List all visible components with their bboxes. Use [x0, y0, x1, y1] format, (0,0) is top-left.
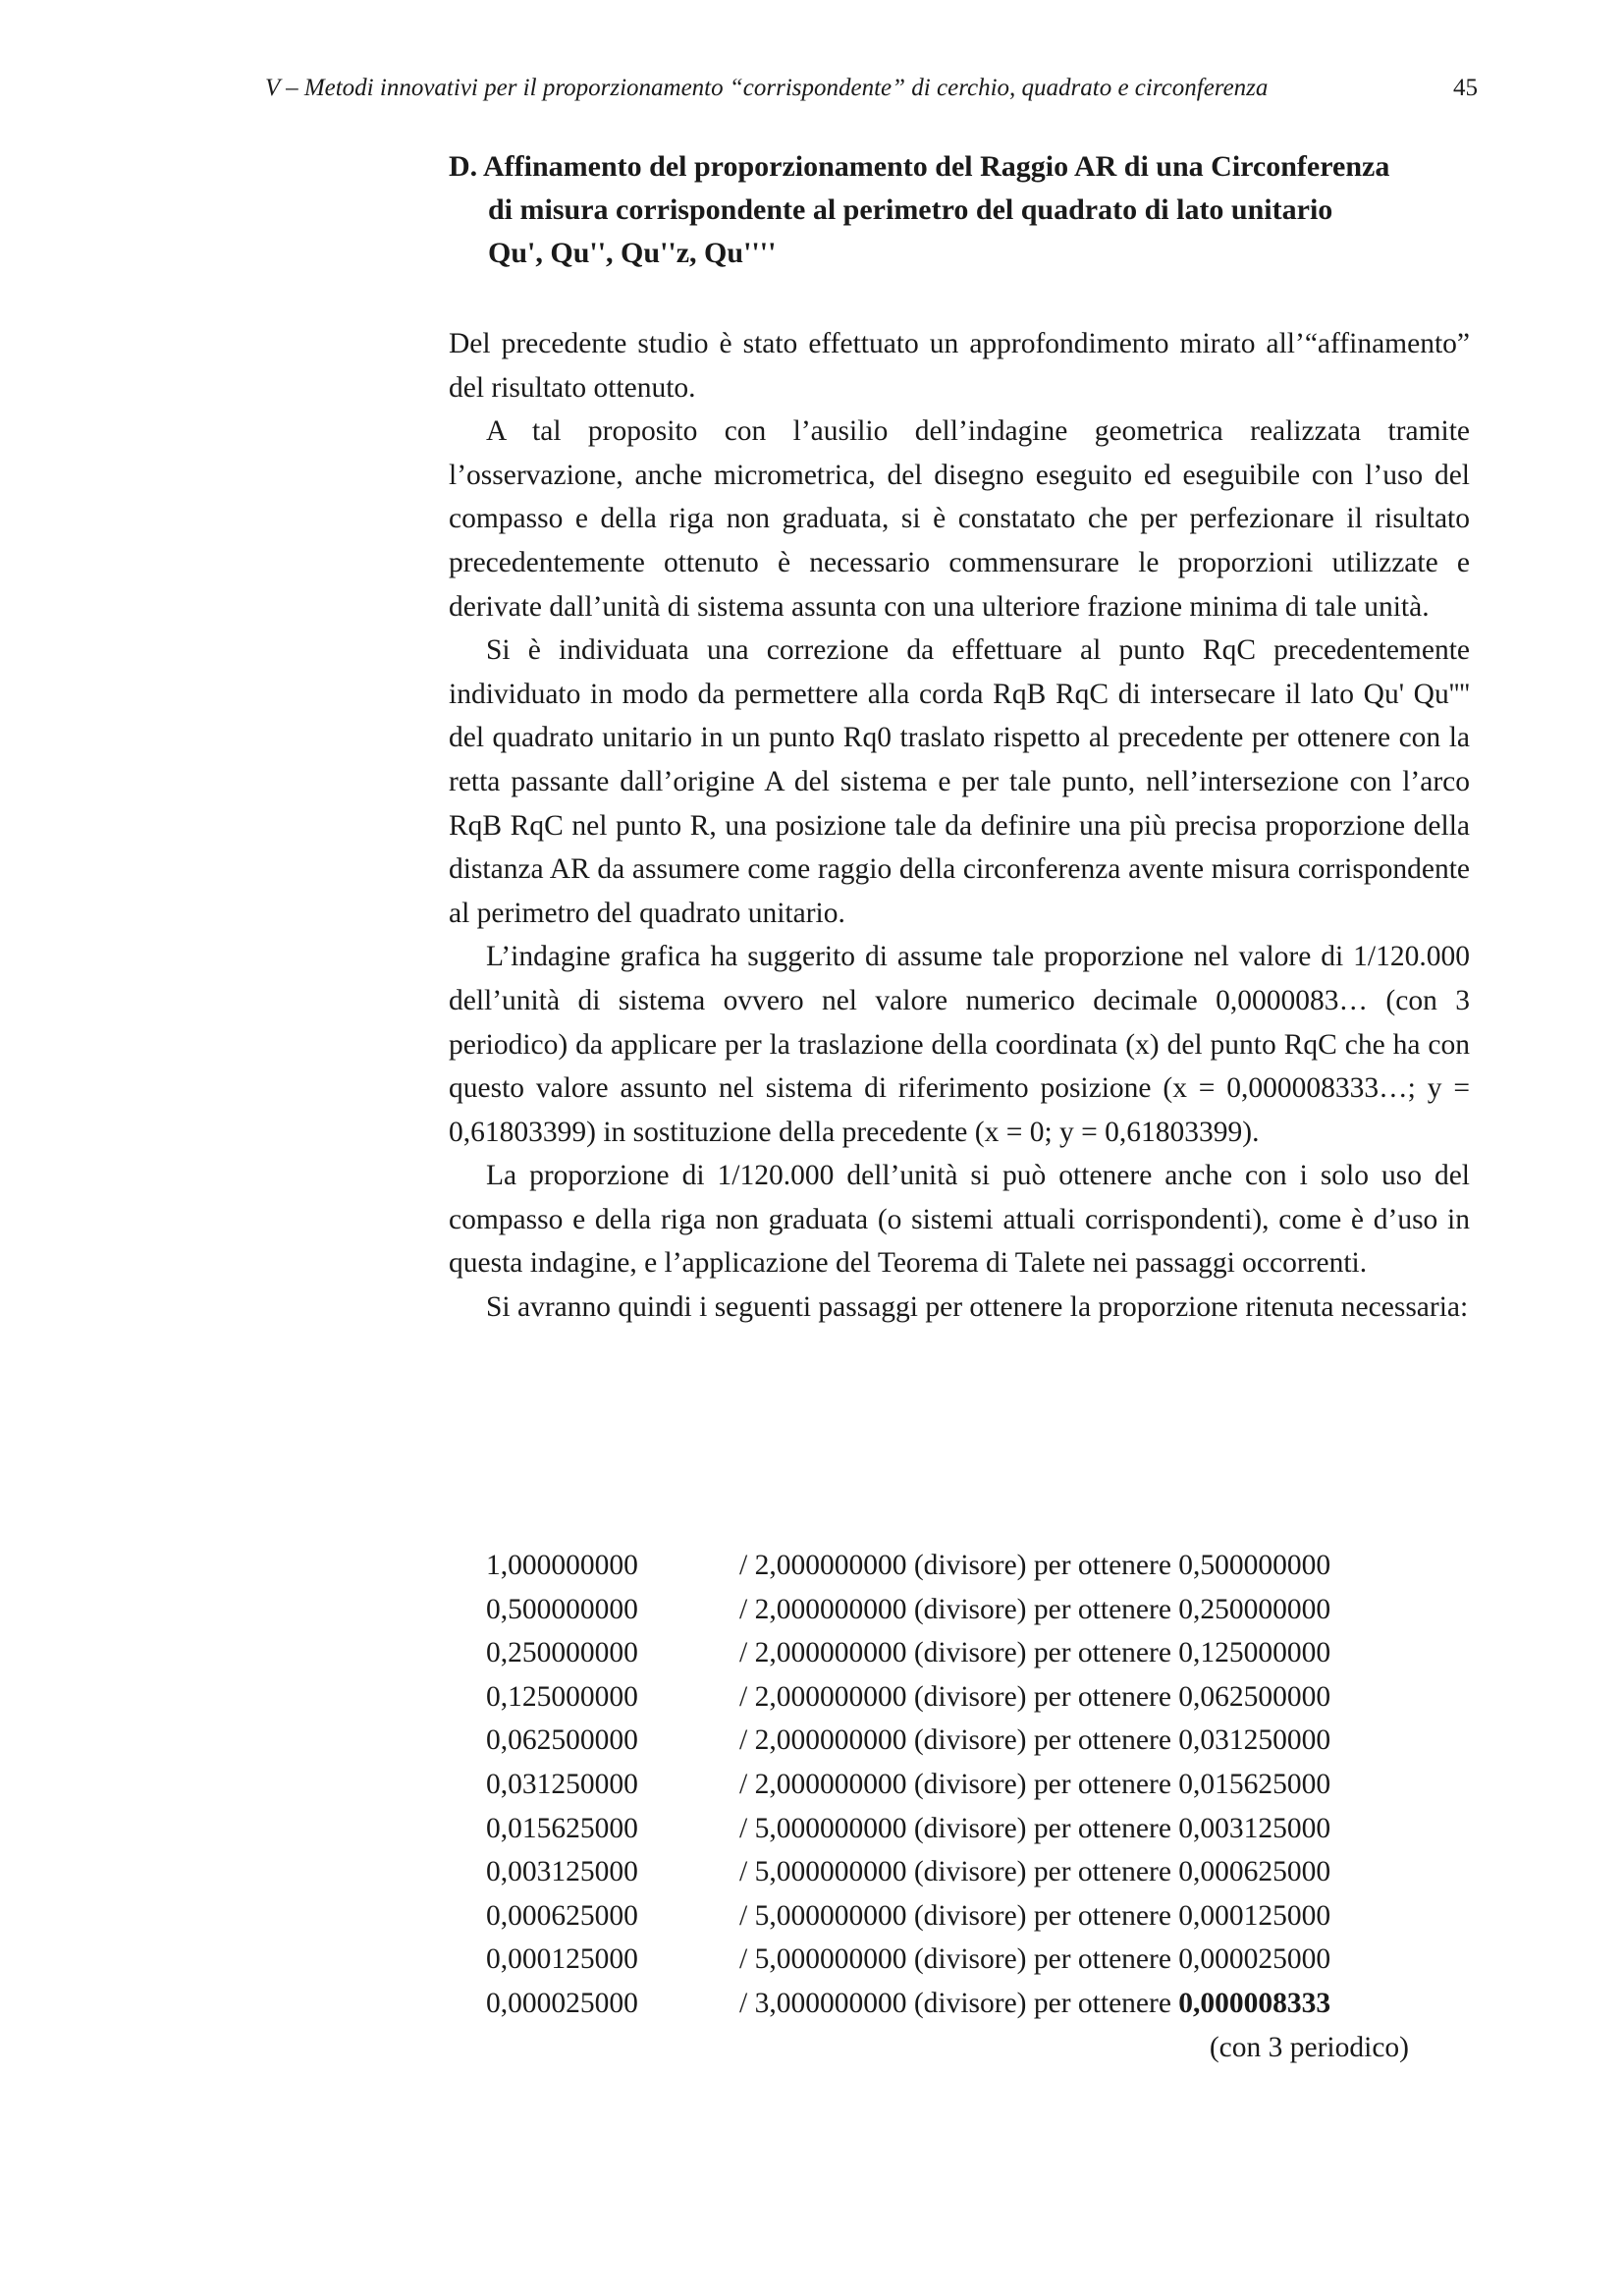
section-heading-line-3: Qu', Qu'', Qu''z, Qu''''	[488, 237, 777, 269]
section-heading-line-2: di misura corrispondente al perimetro del quadrato di lato unitario	[488, 193, 1333, 226]
dividend-value: 0,003125000	[486, 1856, 638, 1888]
division-row	[449, 1631, 1470, 1675]
dividend-value: 0,250000000	[486, 1637, 638, 1669]
dividend-value: 0,000625000	[486, 1899, 638, 1932]
division-operation	[739, 1631, 1330, 1675]
paragraph-1: Del precedente studio è stato effettuato un approfondimento mirato all’“affinamento” del risultato ottenuto.	[449, 328, 1470, 404]
section-heading-line-1: D. Affinamento del proporzionamento del Raggio AR di una Circonferenza	[449, 150, 1390, 183]
operation-text: / 2,000000000 (divisore) per ottenere	[739, 1680, 1179, 1713]
running-head	[265, 71, 1478, 106]
division-operation	[739, 1719, 1330, 1763]
dividend-value: 1,000000000	[486, 1550, 638, 1581]
body-text	[449, 322, 1470, 1330]
operation-text: / 5,000000000 (divisore) per ottenere	[739, 1856, 1179, 1888]
operation-text: / 5,000000000 (divisore) per ottenere	[739, 1812, 1179, 1844]
division-operation	[739, 1807, 1330, 1851]
dividend-value: 0,500000000	[486, 1593, 638, 1625]
dividend-value: 0,031250000	[486, 1768, 638, 1800]
division-operation	[739, 1763, 1330, 1807]
operation-text: / 2,000000000 (divisore) per ottenere	[739, 1593, 1179, 1625]
division-operation	[739, 1588, 1330, 1632]
result-value: 0,000125000	[1178, 1899, 1331, 1932]
result-value: 0,000008333	[1178, 1987, 1331, 2019]
division-row	[449, 1982, 1470, 2026]
result-value: 0,000025000	[1178, 1943, 1331, 1976]
division-operation	[739, 1675, 1330, 1720]
division-row	[449, 1544, 1470, 1588]
page-number: 45	[1453, 75, 1478, 101]
division-row	[449, 1807, 1470, 1851]
result-value: 0,031250000	[1178, 1724, 1331, 1757]
division-row	[449, 1938, 1470, 1982]
paragraph-6: Si avranno quindi i seguenti passaggi per ottenere la proporzione ritenuta necessaria:	[486, 1291, 1469, 1324]
section-heading	[449, 145, 1460, 275]
dividend-value: 0,062500000	[486, 1724, 638, 1757]
division-operation	[739, 1894, 1330, 1939]
operation-text: / 5,000000000 (divisore) per ottenere	[739, 1899, 1179, 1932]
dividend-value: 0,125000000	[486, 1680, 638, 1713]
operation-text: / 3,000000000 (divisore) per ottenere	[739, 1987, 1179, 2019]
division-operation	[739, 1544, 1330, 1588]
result-value: 0,062500000	[1178, 1680, 1331, 1713]
paragraph-5: La proporzione di 1/120.000 dell’unità si può ottenere anche con i solo uso del compasso e della riga non graduata (o sistemi attuali corrispondenti), come è d’uso in questa indagine, e l’applicazione del Teorema di Talete nei passaggi occorrenti.	[449, 1160, 1470, 1280]
division-sequence	[449, 1544, 1470, 2069]
division-row	[449, 1588, 1470, 1632]
paragraph-2: A tal proposito con l’ausilio dell’indagine geometrica realizzata tramite l’osservazione, anche micrometrica, del disegno eseguito ed eseguibile con l’uso del compasso e della riga non graduata, si è constatato che per perfezionare il risultato precedentemente ottenuto è necessario commensurare le proporzioni utilizzate e derivate dall’unità di sistema assunta con una ulteriore frazione minima di tale unità.	[449, 415, 1470, 623]
division-operation	[739, 1938, 1330, 1982]
result-value: 0,000625000	[1178, 1856, 1331, 1888]
operation-text: / 2,000000000 (divisore) per ottenere	[739, 1637, 1179, 1669]
operation-text: / 2,000000000 (divisore) per ottenere	[739, 1550, 1179, 1581]
running-head-title: V – Metodi innovativi per il proporzionamento “corrispondente” di cerchio, quadrato e circonferenza	[265, 75, 1269, 101]
calculation-note-text: (con 3 periodico)	[1209, 2031, 1409, 2063]
dividend-value: 0,000125000	[486, 1943, 638, 1976]
result-value: 0,500000000	[1178, 1550, 1331, 1581]
result-value: 0,125000000	[1178, 1637, 1331, 1669]
dividend-value: 0,000025000	[486, 1987, 638, 2019]
dividend-value: 0,015625000	[486, 1812, 638, 1844]
paragraph-4: L’indagine grafica ha suggerito di assume tale proporzione nel valore di 1/120.000 dell’unità di sistema ovvero nel valore numerico decimale 0,0000083… (con 3 periodico) da applicare per la traslazione della coordinata (x) del punto RqC che ha con questo valore assunto nel sistema di riferimento posizione (x = 0,000008333…; y = 0,61803399) in sostituzione della precedente (x = 0; y = 0,61803399).	[449, 941, 1470, 1148]
result-value: 0,003125000	[1178, 1812, 1331, 1844]
division-operation	[739, 1850, 1330, 1894]
division-row	[449, 1719, 1470, 1763]
operation-text: / 2,000000000 (divisore) per ottenere	[739, 1768, 1179, 1800]
division-row	[449, 1894, 1470, 1939]
result-value: 0,015625000	[1178, 1768, 1331, 1800]
calculation-note	[449, 2026, 1470, 2070]
division-row	[449, 1850, 1470, 1894]
division-operation	[739, 1982, 1330, 2026]
operation-text: / 5,000000000 (divisore) per ottenere	[739, 1943, 1179, 1976]
result-value: 0,250000000	[1178, 1593, 1331, 1625]
division-row	[449, 1763, 1470, 1807]
division-row	[449, 1675, 1470, 1720]
paragraph-3: Si è individuata una correzione da effettuare al punto RqC precedentemente individuato in modo da permettere alla corda RqB RqC di intersecare il lato Qu' Qu'''' del quadrato unitario in un punto Rq0 traslato rispetto al precedente per ottenere con la retta passante dall’origine A del sistema e per tale punto, nell’intersezione con l’arco RqB RqC nel punto R, una posizione tale da definire una più precisa proporzione della distanza AR da assumere come raggio della circonferenza avente misura corrispondente al perimetro del quadrato unitario.	[449, 634, 1470, 929]
operation-text: / 2,000000000 (divisore) per ottenere	[739, 1724, 1179, 1757]
